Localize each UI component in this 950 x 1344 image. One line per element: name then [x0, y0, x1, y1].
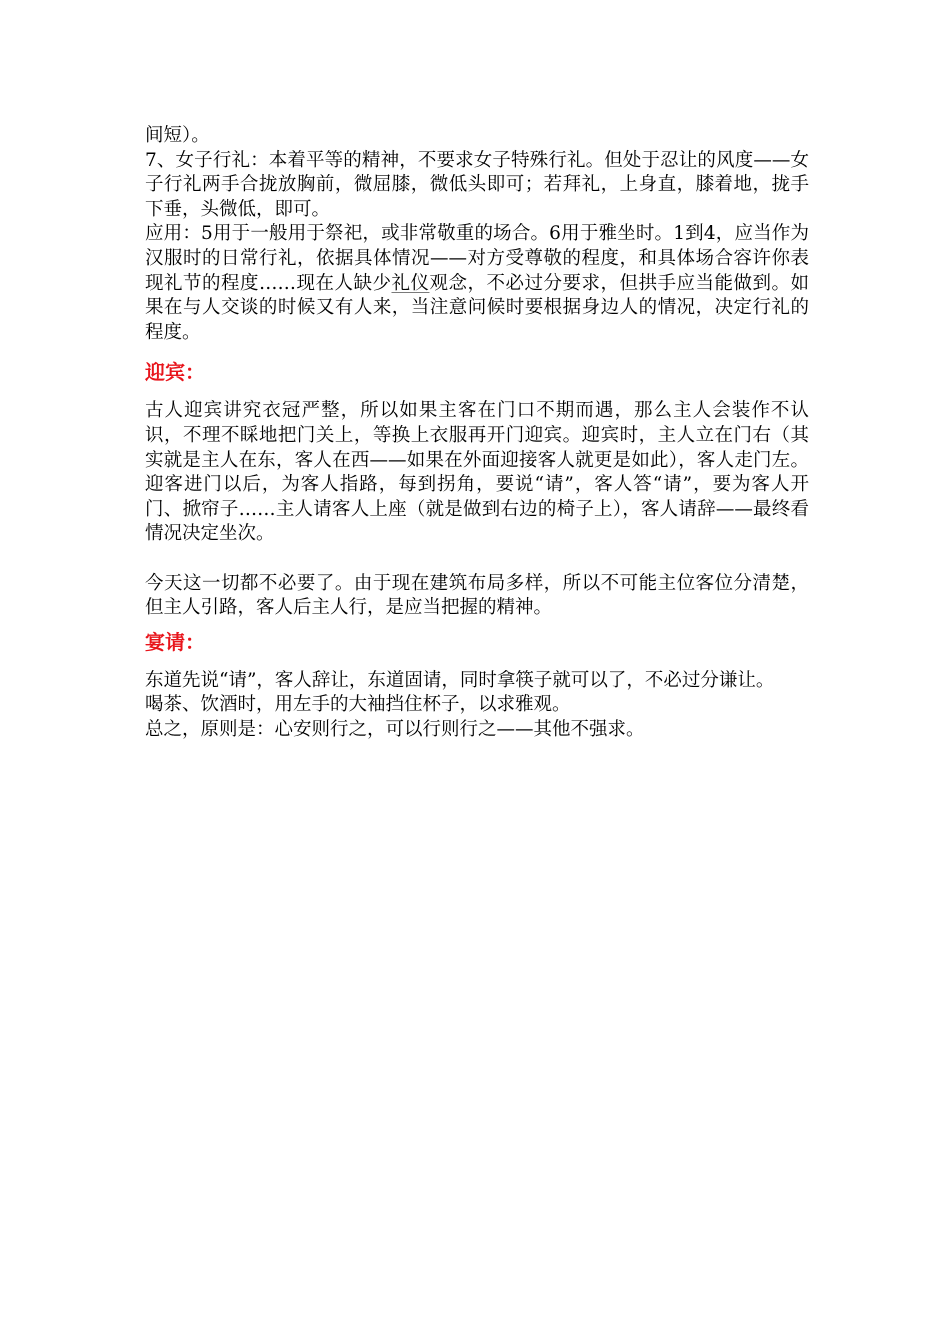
application-text-start: 应用：5用于一般用于祭祀，或非常敬重的场合。6用于雅坐时。1到4，应当作为汉服时的日常行礼，依据具体情况——对方受尊敬的程度，和具体场合容许你表现礼节的程度……现在人缺少: [145, 223, 809, 294]
section-heading-welcome: 迎宾：: [145, 360, 205, 385]
banquet-paragraph-3: 总之，原则是：心安则行之，可以行则行之——其他不强求。: [145, 718, 645, 740]
banquet-paragraph-2: 喝茶、饮酒时，用左手的大袖挡住杯子，以求雅观。: [145, 694, 571, 716]
section-heading-banquet: 宴请：: [145, 629, 205, 654]
welcome-paragraph-1: 古人迎宾讲究衣冠严整，所以如果主客在门口不期而遇，那么主人会装作不认识，不理不睬地把门关上，等换上衣服再开门迎宾。迎宾时，主人立在门右（其实就是主人在东，客人在西——如果在外面迎接客人就更是如此），客人走门左。迎客进门以后，为客人指路，每到拐角，要说“请”，客人答“请”，要为客人开门、掀帘子……主人请客人上座（就是做到右边的椅子上），客人请辞——最终看情况决定坐次。: [145, 400, 809, 545]
item-7-paragraph: 7、女子行礼：本着平等的精神，不要求女子特殊行礼。但处于忍让的风度——女子行礼两手合拢放胸前，微屈膝，微低头即可；若拜礼，上身直，膝着地，拢手下垂，头微低，即可。: [145, 149, 809, 220]
welcome-paragraph-2: 今天这一切都不必要了。由于现在建筑布局多样，所以不可能主位客位分清楚，但主人引路，客人后主人行，是应当把握的精神。: [145, 572, 809, 619]
etiquette-link[interactable]: 礼仪: [391, 272, 430, 294]
application-text-end: 观念，不必过分要求，但拱手应当能做到。如果在与人交谈的时候又有人来，当注意问候时要根据身边人的情况，决定行礼的程度。: [145, 272, 809, 343]
application-paragraph: [145, 222, 809, 345]
continued-line: 间短）。: [145, 125, 210, 146]
blank-line: [145, 547, 809, 572]
banquet-paragraph-1: 东道先说“请”，客人辞让，东道固请，同时拿筷子就可以了，不必过分谦让。: [145, 669, 775, 691]
document-body: [145, 124, 809, 742]
